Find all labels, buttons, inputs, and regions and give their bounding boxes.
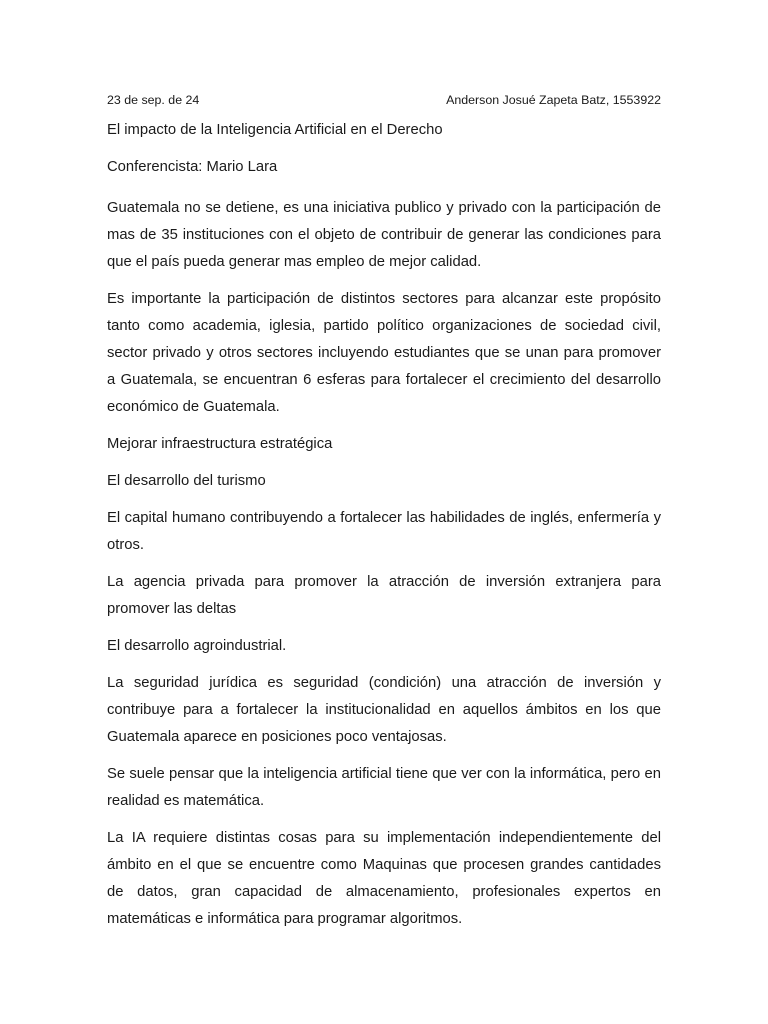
list-item-tourism: El desarrollo del turismo: [107, 473, 266, 489]
list-item-agroindustry: El desarrollo agroindustrial.: [107, 638, 287, 654]
paragraph-intro: Guatemala no se detiene, es una iniciativa publico y privado con la participación de mas de 35 instituciones con el objeto de contribuir de generar las condiciones para que el país pueda generar mas empleo de mejor calidad.: [107, 200, 661, 270]
list-item-human-capital: El capital humano contribuyendo a fortalecer las habilidades de inglés, enfermería y otros.: [107, 510, 661, 553]
document-date: 23 de sep. de 24: [107, 93, 200, 107]
list-item-legal-security: La seguridad jurídica es seguridad (condición) una atracción de inversión y contribuye para a fortalecer la institucionalidad en aquellos ámbitos en los que Guatemala aparece en posiciones poco ventajosas.: [107, 675, 661, 745]
list-item-infrastructure: Mejorar infraestructura estratégica: [107, 436, 333, 452]
paragraph-ai-requirements: La IA requiere distintas cosas para su implementación independientemente del ámbito en el que se encuentre como Maquinas que procesen grandes cantidades de datos, gran capacidad de almacenamiento, profesionales expertos en matemáticas e informática para programar algoritmos.: [107, 830, 661, 927]
paragraph-ai-math: Se suele pensar que la inteligencia artificial tiene que ver con la informática, pero en realidad es matemática.: [107, 766, 661, 809]
paragraph-sectors: Es importante la participación de distintos sectores para alcanzar este propósito tanto como academia, iglesia, partido político organizaciones de sociedad civil, sector privado y otros sectores incluyendo estudiantes que se unan para promover a Guatemala, se encuentran 6 esferas para fortalecer el crecimiento del desarrollo económico de Guatemala.: [107, 291, 661, 415]
document-header: [107, 92, 661, 108]
document-title: El impacto de la Inteligencia Artificial en el Derecho: [107, 122, 443, 138]
list-item-investment-agency: La agencia privada para promover la atracción de inversión extranjera para promover las deltas: [107, 574, 661, 617]
document-author: Anderson Josué Zapeta Batz, 1553922: [446, 93, 661, 107]
document-page: [107, 92, 661, 943]
speaker-line: Conferencista: Mario Lara: [107, 159, 278, 175]
